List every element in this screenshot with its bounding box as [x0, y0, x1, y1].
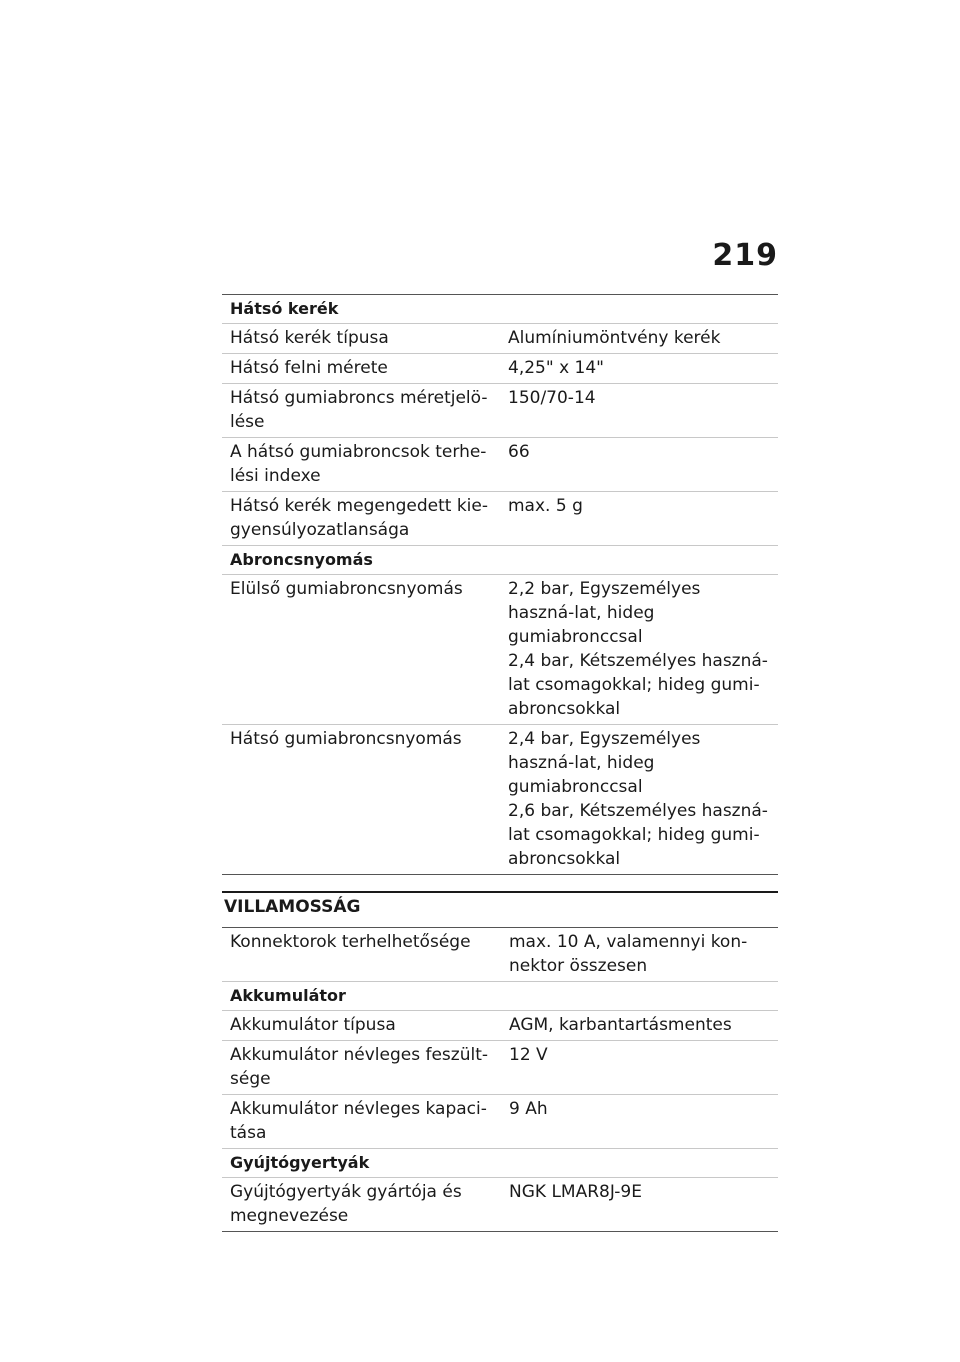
spec-value [500, 575, 778, 725]
section-heading-battery: Akkumulátor [222, 982, 778, 1011]
spec-label: Konnektorok terhelhetősége [222, 928, 501, 982]
spec-value: 4,25" x 14" [500, 354, 778, 384]
table-row [222, 928, 778, 982]
spec-value: 150/70-14 [500, 384, 778, 438]
pressure-value-duo: 2,4 bar, Kétszemélyes haszná-lat csomagokkal; hideg gumi-abroncsokkal [508, 651, 768, 719]
spec-content [222, 294, 778, 1232]
spec-value: max. 10 A, valamennyi kon-nektor összesen [501, 928, 778, 982]
spec-value: Alumíniumöntvény kerék [500, 324, 778, 354]
spec-label: Hátsó kerék megengedett kie-gyensúlyozatlansága [222, 492, 500, 546]
spec-label: Hátsó felni mérete [222, 354, 500, 384]
spec-value: NGK LMAR8J-9E [501, 1178, 778, 1232]
spec-value [500, 725, 778, 875]
spec-label: Akkumulátor névleges feszült-sége [222, 1041, 501, 1095]
spec-value: 12 V [501, 1041, 778, 1095]
table-row [222, 324, 778, 354]
spec-label: Akkumulátor típusa [222, 1011, 501, 1041]
rear-wheel-table [222, 294, 778, 875]
table-row [222, 575, 778, 725]
section-heading-rear-wheel: Hátsó kerék [222, 295, 778, 324]
pressure-value-solo: 2,2 bar, Egyszemélyes haszná-lat, hideg gumiabronccsal [508, 579, 701, 647]
table-row [222, 492, 778, 546]
spec-label: Elülső gumiabroncsnyomás [222, 575, 500, 725]
table-row [222, 1178, 778, 1232]
page-number: 219 [712, 238, 778, 273]
spec-value: max. 5 g [500, 492, 778, 546]
table-row [222, 354, 778, 384]
pressure-value-duo: 2,6 bar, Kétszemélyes haszná-lat csomagokkal; hideg gumi-abroncsokkal [508, 801, 768, 869]
table-row [222, 1011, 778, 1041]
chapter-heading-electrical: VILLAMOSSÁG [222, 891, 778, 927]
pressure-value-solo: 2,4 bar, Egyszemélyes haszná-lat, hideg gumiabronccsal [508, 729, 701, 797]
table-row [222, 1095, 778, 1149]
spec-label: Akkumulátor névleges kapaci-tása [222, 1095, 501, 1149]
spec-value: 9 Ah [501, 1095, 778, 1149]
electrical-table [222, 927, 778, 1232]
spec-label: Hátsó gumiabroncsnyomás [222, 725, 500, 875]
section-heading-tire-pressure: Abroncsnyomás [222, 546, 778, 575]
table-row [222, 384, 778, 438]
spec-label: Gyújtógyertyák gyártója és megnevezése [222, 1178, 501, 1232]
spec-label: Hátsó kerék típusa [222, 324, 500, 354]
table-row [222, 1041, 778, 1095]
spec-label: A hátsó gumiabroncsok terhe-lési indexe [222, 438, 500, 492]
section-heading-spark-plug: Gyújtógyertyák [222, 1149, 778, 1178]
spec-value: AGM, karbantartásmentes [501, 1011, 778, 1041]
spec-value: 66 [500, 438, 778, 492]
table-row [222, 438, 778, 492]
table-row [222, 725, 778, 875]
spec-label: Hátsó gumiabroncs méretjelö-lése [222, 384, 500, 438]
